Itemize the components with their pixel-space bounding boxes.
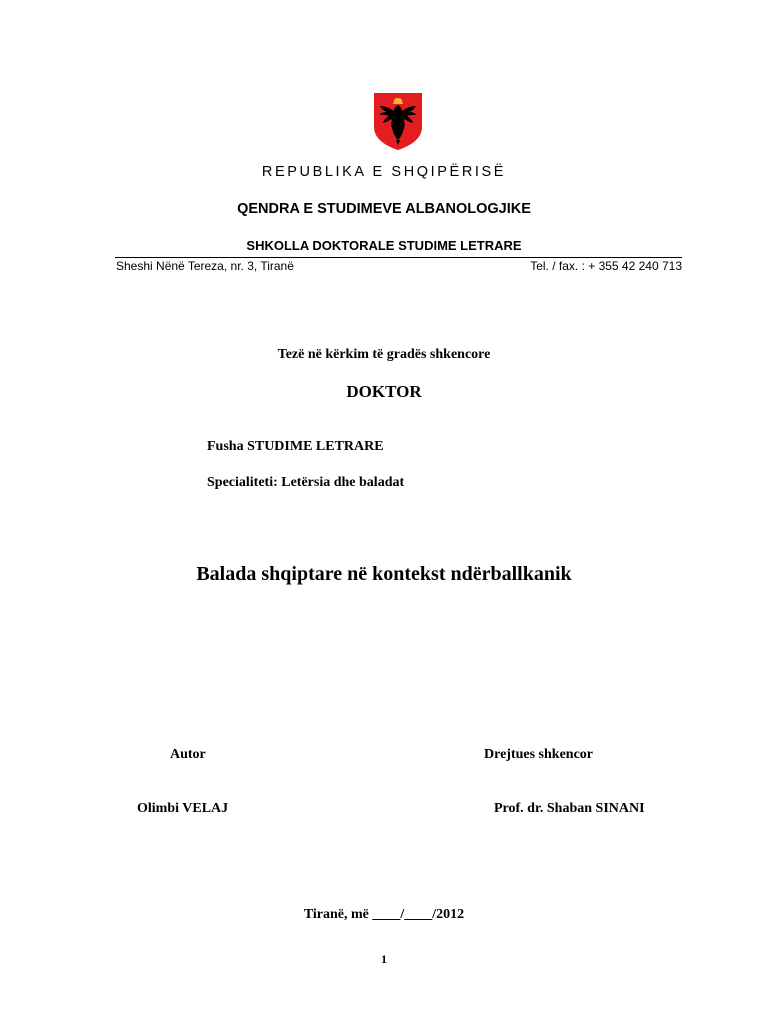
header-divider — [115, 257, 682, 258]
page-number: 1 — [381, 952, 387, 966]
author-name: Olimbi VELAJ — [137, 801, 229, 816]
place-and-date: Tiranë, më ____/____/2012 — [303, 907, 465, 922]
field-of-study: Fusha STUDIME LETRARE — [207, 439, 384, 454]
author-label: Autor — [170, 747, 206, 762]
degree-title: DOKTOR — [346, 382, 422, 401]
republic-heading: REPUBLIKA E SHQIPËRISË — [261, 164, 507, 180]
supervisor-label: Drejtues shkencor — [484, 747, 594, 762]
coat-of-arms-emblem — [372, 91, 424, 151]
institution-address: Sheshi Nënë Tereza, nr. 3, Tiranë — [116, 259, 294, 273]
institution-heading: QENDRA E STUDIMEVE ALBANOLOGJIKE — [237, 201, 531, 217]
thesis-purpose-line: Tezë në kërkim të gradës shkencore — [277, 347, 491, 362]
thesis-title: Balada shqiptare në kontekst ndërballkanik — [196, 563, 572, 585]
specialty: Specialiteti: Letërsia dhe baladat — [207, 475, 405, 490]
supervisor-name: Prof. dr. Shaban SINANI — [494, 801, 645, 816]
institution-phone: Tel. / fax. : + 355 42 240 713 — [530, 259, 682, 273]
school-heading: SHKOLLA DOKTORALE STUDIME LETRARE — [246, 238, 522, 253]
